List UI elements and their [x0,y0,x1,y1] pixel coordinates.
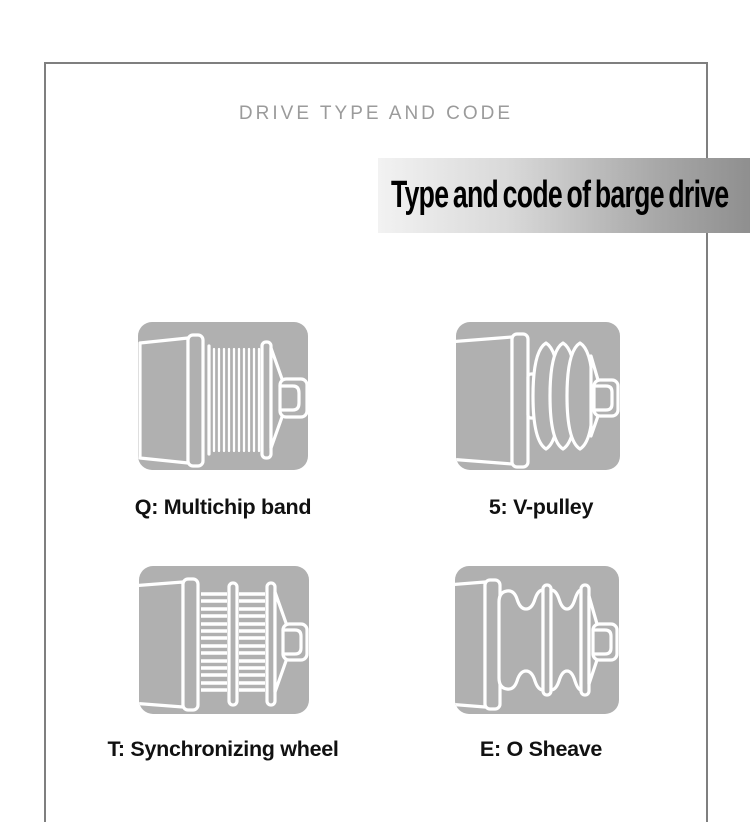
gradient-banner [378,158,750,233]
drive-type-caption: Q: Multichip band [134,495,312,519]
multichip-band-pulley-icon [138,322,308,470]
synchronizing-wheel-pulley-icon [139,566,309,714]
drive-type-card-v-pulley [456,322,620,470]
v-pulley-icon [456,322,620,470]
o-sheave-pulley-icon [455,566,619,714]
drive-type-card-synchronizing-wheel [139,566,309,714]
drive-type-caption: T: Synchronizing wheel [107,737,339,761]
drive-type-card-multichip-band [138,322,308,470]
drive-type-caption: 5: V-pulley [488,495,594,519]
drive-type-card-o-sheave [455,566,619,714]
banner-title: Type and code of barge drive [391,174,729,216]
section-title: DRIVE TYPE AND CODE [238,103,514,124]
drive-type-caption: E: O Sheave [479,737,603,761]
